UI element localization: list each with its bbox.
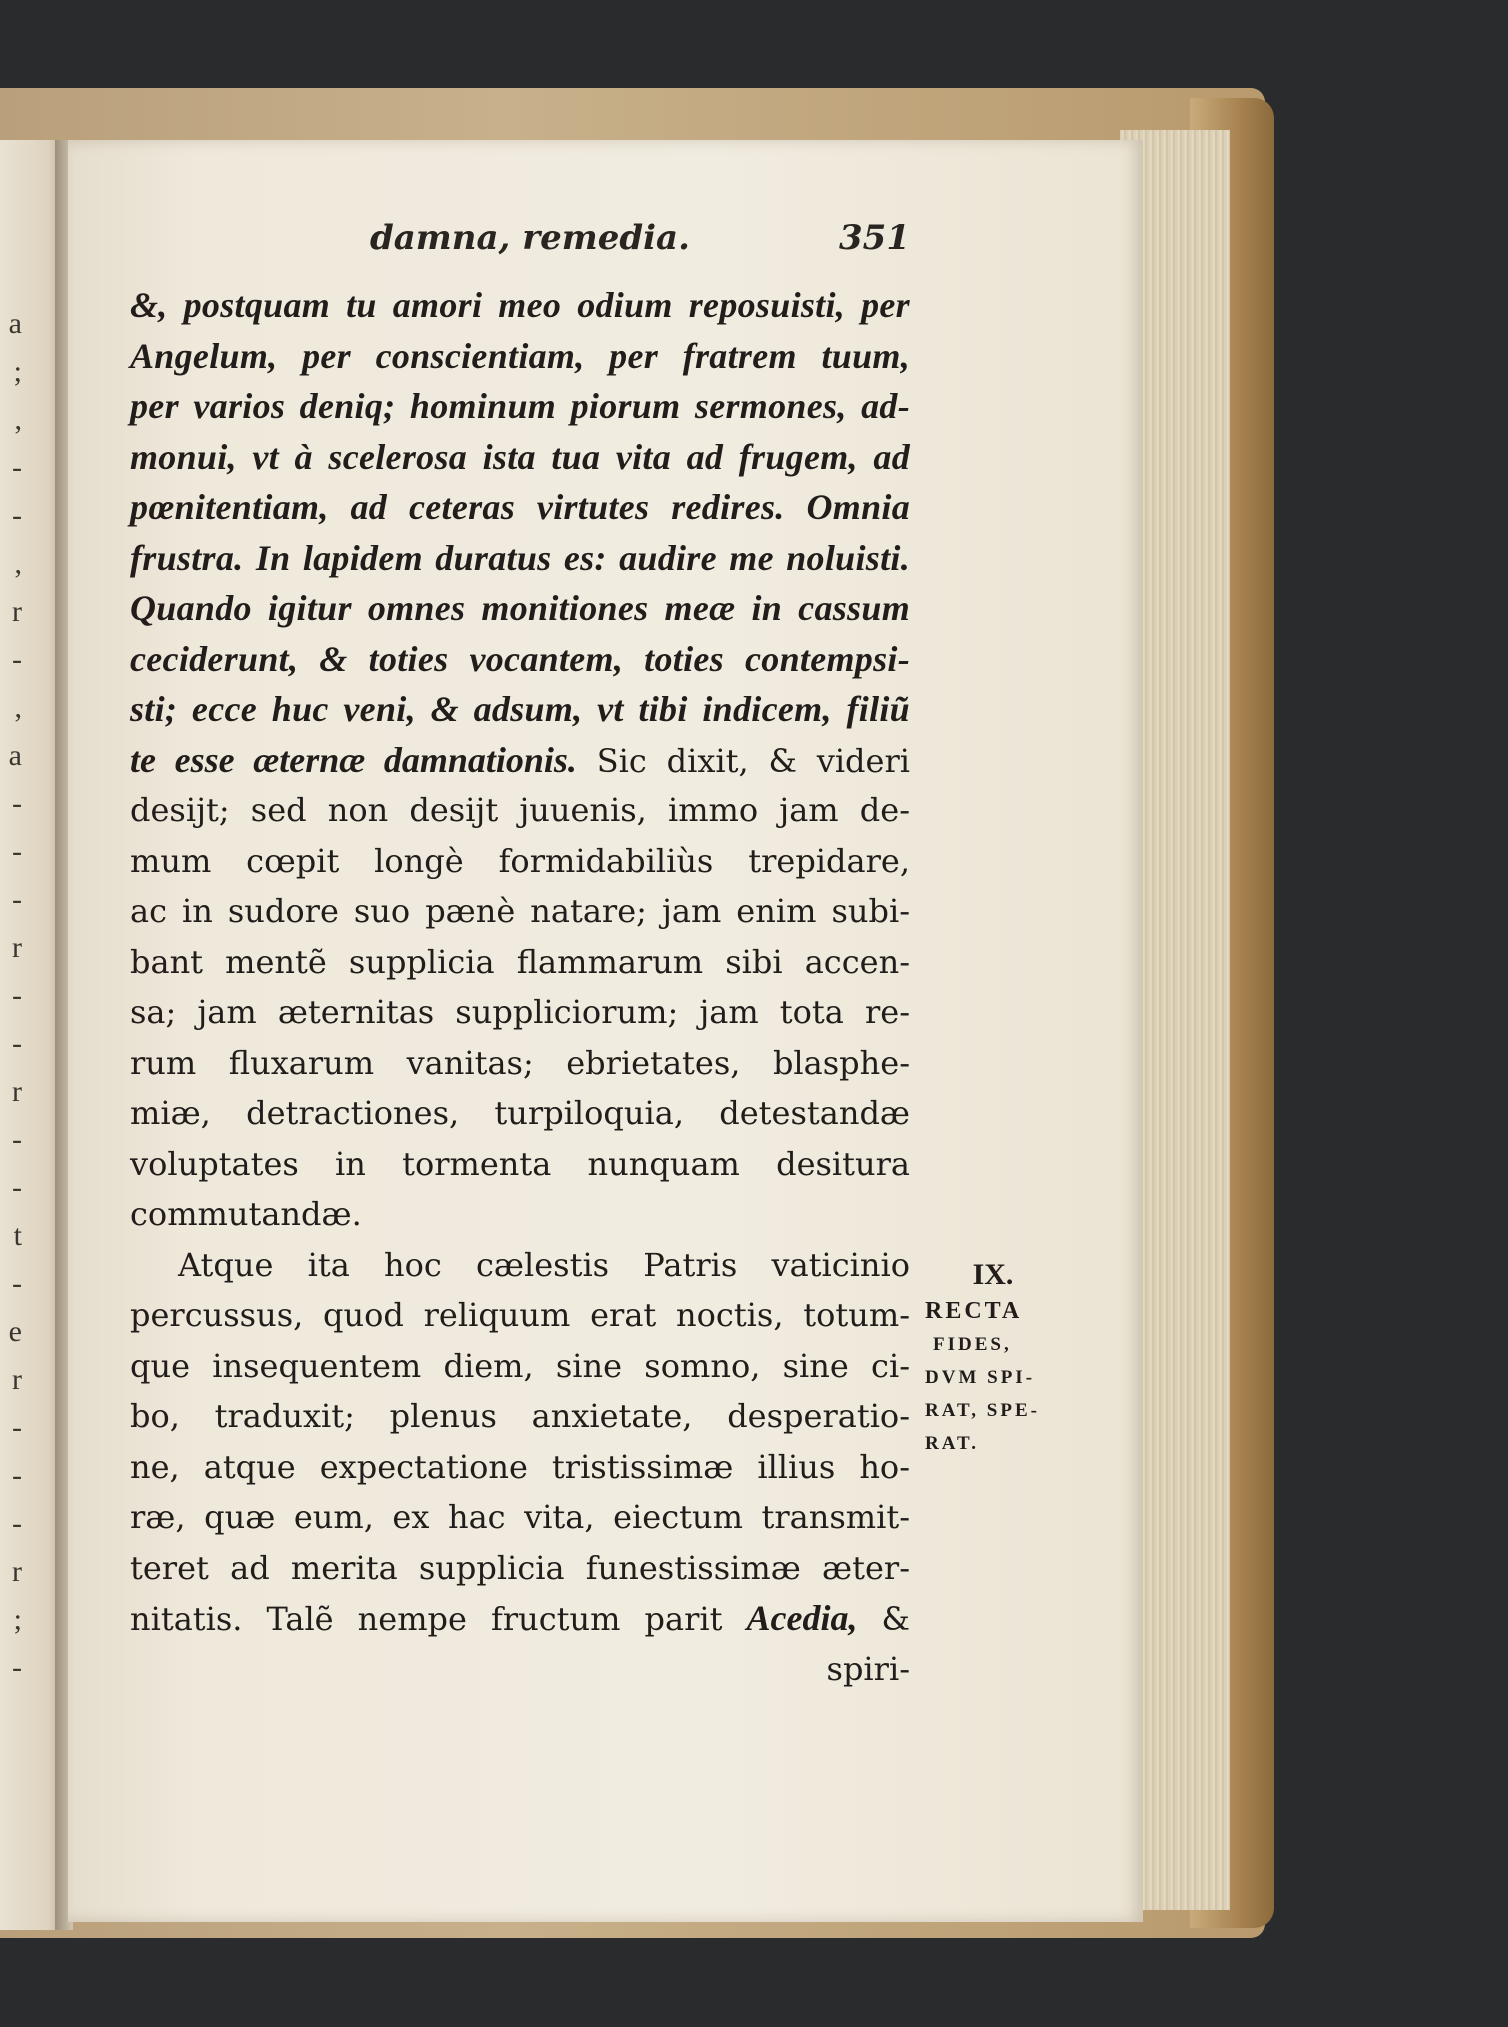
left-page-mark: - <box>12 499 22 532</box>
text-line-mixed <box>130 1593 910 1644</box>
text-line: bant mentẽ supplicia flammarum sibi accen- <box>130 942 910 981</box>
left-page-mark: ; <box>13 1603 22 1636</box>
left-page-mark: t <box>13 1219 22 1252</box>
left-page-mark: r <box>12 1363 22 1396</box>
text-line: voluptates in tormenta nunquam desitura <box>130 1144 910 1183</box>
left-page-mark: - <box>12 787 22 820</box>
text-line: mum cœpit longè formidabiliùs trepidare, <box>130 841 910 880</box>
text-line: monui, vt à scelerosa ista tua vita ad frugem, ad <box>130 436 910 477</box>
roman-phrase: Sic dixit, & videri <box>596 741 911 780</box>
marginal-line: RECTA <box>925 1298 1023 1324</box>
left-page-mark: ; <box>13 355 22 388</box>
marginal-line: DVM SPI- <box>925 1367 1036 1388</box>
left-page-mark: - <box>12 451 22 484</box>
left-page-mark: - <box>12 1507 22 1540</box>
left-page-mark: , <box>14 403 22 436</box>
left-page-marks <box>0 300 22 1720</box>
left-page-mark: - <box>12 1027 22 1060</box>
left-page-mark: a <box>8 307 22 340</box>
text-line: pœnitentiam, ad ceteras virtutes redires. Omnia <box>130 487 910 527</box>
text-line: Angelum, per conscientiam, per fratrem tuum, <box>130 335 910 376</box>
left-page-mark: e <box>8 1315 22 1348</box>
left-page-mark: - <box>12 1459 22 1492</box>
text-line-mixed <box>130 735 910 786</box>
paragraph-start-line: Atque ita hoc cælestis Patris vaticinio <box>178 1245 910 1284</box>
body-text <box>130 280 910 1694</box>
left-page-mark: , <box>14 691 22 724</box>
roman-phrase: & <box>881 1600 911 1638</box>
marginal-line: RAT. <box>925 1433 980 1454</box>
marginal-line: RAT, SPE- <box>925 1400 1040 1421</box>
text-line: percussus, quod reliquum erat noctis, totum- <box>130 1296 910 1334</box>
left-page-mark: - <box>12 979 22 1012</box>
left-page-mark: - <box>12 1267 22 1300</box>
marginal-note <box>925 1255 1055 1460</box>
running-title: damna, remedia. <box>370 218 690 258</box>
text-line: sa; jam æternitas suppliciorum; jam tota re- <box>130 993 910 1031</box>
text-line: ræ, quæ eum, ex hac vita, eiectum transmit- <box>130 1498 910 1536</box>
text-line: sti; ecce huc veni, & adsum, vt tibi indicem, filiũ <box>130 689 910 729</box>
left-page-mark: - <box>12 835 22 868</box>
italic-phrase: te esse æternæ damnationis. <box>130 739 577 780</box>
text-line: ceciderunt, & toties vocantem, toties contempsi- <box>130 638 910 679</box>
text-line: desijt; sed non desijt juuenis, immo jam de- <box>130 791 910 829</box>
left-page-mark: r <box>12 1075 22 1108</box>
text-line: teret ad merita supplicia funestissimæ æter- <box>130 1548 910 1587</box>
italic-phrase: Acedia, <box>746 1598 858 1638</box>
text-line: commutandæ. <box>130 1195 362 1233</box>
left-page-mark: a <box>8 739 22 772</box>
left-page-mark: r <box>12 931 22 964</box>
text-line: &, postquam tu amori meo odium reposuisti, per <box>130 285 910 325</box>
running-header <box>130 218 910 268</box>
left-page-mark: - <box>12 883 22 916</box>
text-line: Quando igitur omnes monitiones meæ in cassum <box>130 588 910 628</box>
left-page-mark: r <box>12 595 22 628</box>
text-line: rum fluxarum vanitas; ebrietates, blasphe- <box>130 1043 910 1082</box>
text-line: frustra. In lapidem duratus es: audire me noluisti. <box>130 537 910 578</box>
marginal-number: IX. <box>972 1258 1014 1291</box>
left-page-mark: , <box>14 547 22 580</box>
marginal-line: FIDES, <box>933 1334 1012 1355</box>
left-page-mark: - <box>12 1171 22 1204</box>
catchword: spiri- <box>826 1649 910 1688</box>
left-page-mark: - <box>12 1651 22 1684</box>
left-page-mark: - <box>12 643 22 676</box>
text-line: ne, atque expectatione tristissimæ illius ho- <box>130 1447 910 1486</box>
text-line: bo, traduxit; plenus anxietate, desperatio- <box>130 1397 910 1435</box>
page-number: 351 <box>839 218 910 258</box>
left-page-mark: - <box>12 1411 22 1444</box>
roman-phrase: nitatis. Talẽ nempe fructum parit <box>130 1600 723 1638</box>
text-line: miæ, detractiones, turpiloquia, detestandæ <box>130 1094 910 1132</box>
text-line: que insequentem diem, sine somno, sine ci- <box>130 1346 910 1385</box>
text-line: ac in sudore suo pænè natare; jam enim subi- <box>130 892 910 930</box>
left-page-mark: r <box>12 1555 22 1588</box>
text-line: per varios deniq; hominum piorum sermones, ad- <box>130 386 910 426</box>
left-page-mark: - <box>12 1123 22 1156</box>
